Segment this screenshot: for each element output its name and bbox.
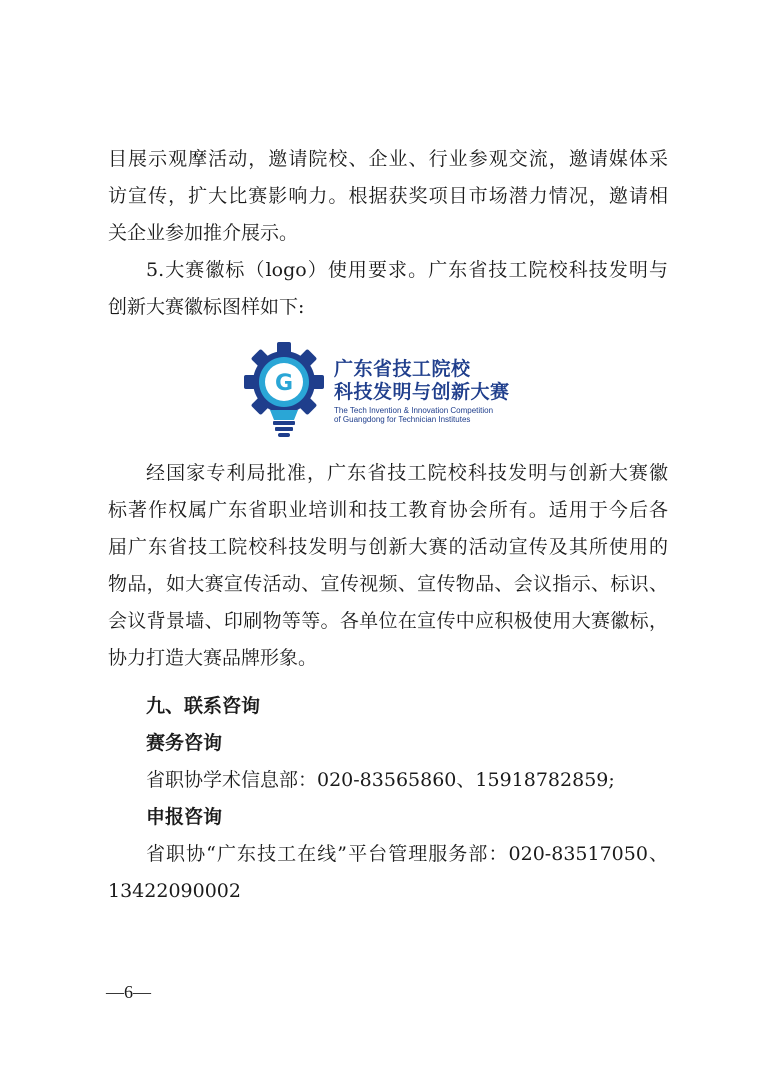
page-number: —6— bbox=[106, 982, 151, 1002]
paragraph-line: 届广东省技工院校科技发明与创新大赛的活动宣传及其所使用的 bbox=[108, 536, 668, 558]
paragraph-line: 会议背景墙、印刷物等等。各单位在宣传中应积极使用大赛徽标， bbox=[108, 610, 668, 632]
competition-logo bbox=[236, 340, 536, 440]
contact-line: 省职协“广东技工在线”平台管理服务部：020-83517050、 bbox=[146, 843, 668, 865]
logo-title-en-line1: The Tech Invention & Innovation Competition bbox=[334, 406, 494, 415]
paragraph-line: 物品，如大赛宣传活动、宣传视频、宣传物品、会议指示、标识、 bbox=[108, 573, 668, 595]
paragraph-line: 访宣传，扩大比赛影响力。根据获奖项目市场潜力情况，邀请相 bbox=[108, 185, 668, 207]
logo-title-cn-line1: 广东省技工院校 bbox=[334, 358, 471, 380]
paragraph-line: 创新大赛徽标图样如下: bbox=[108, 296, 305, 318]
contact-line: 13422090002 bbox=[108, 880, 241, 902]
lightbulb-gear-icon bbox=[236, 340, 332, 440]
subsection-heading: 赛务咨询 bbox=[146, 732, 223, 754]
paragraph-line: 标著作权属广东省职业培训和技工教育协会所有。适用于今后各 bbox=[108, 499, 668, 521]
paragraph-line: 目展示观摩活动，邀请院校、企业、行业参观交流，邀请媒体采 bbox=[108, 148, 668, 170]
section-heading: 九、联系咨询 bbox=[146, 695, 261, 717]
paragraph-line: 关企业参加推介展示。 bbox=[108, 222, 299, 244]
paragraph-line: 经国家专利局批准，广东省技工院校科技发明与创新大赛徽 bbox=[146, 462, 668, 484]
paragraph-line: 5.大赛徽标（logo）使用要求。广东省技工院校科技发明与 bbox=[146, 259, 668, 281]
contact-line: 省职协学术信息部：020-83565860、15918782859; bbox=[146, 769, 615, 791]
subsection-heading: 申报咨询 bbox=[146, 806, 223, 828]
logo-title-en-line2: of Guangdong for Technician Institutes bbox=[334, 415, 471, 424]
svg-text:G: G bbox=[274, 371, 294, 396]
paragraph-line: 协力打造大赛品牌形象。 bbox=[108, 647, 318, 669]
logo-title-cn-line2: 科技发明与创新大赛 bbox=[334, 381, 510, 403]
